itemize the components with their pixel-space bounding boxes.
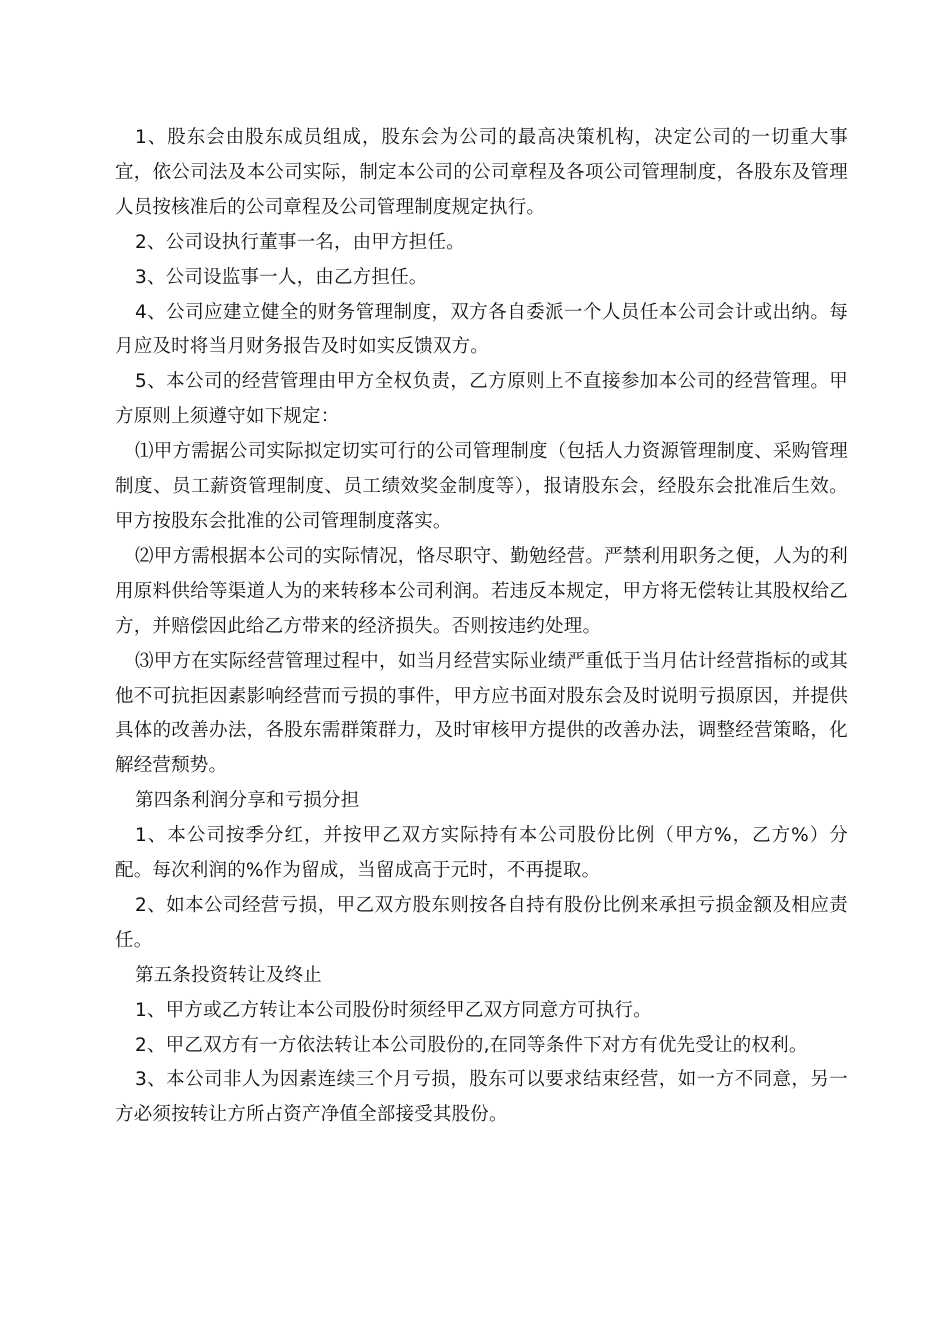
article-5-clause-3: 3、本公司非人为因素连续三个月亏损，股东可以要求结束经营，如一方不同意，另一方必须按转让方所占资产净值全部接受其股份。 — [115, 1069, 848, 1126]
article-5-clause-2: 2、甲乙双方有一方依法转让本公司股份的,在同等条件下对方有优先受让的权利。 — [135, 1034, 808, 1056]
sub-clause-2: ⑵甲方需根据本公司的实际情况，恪尽职守、勤勉经营。严禁利用职务之便，人为的利用原料供给等渠道人为的来转移本公司利润。若违反本规定，甲方将无偿转让其股权给乙方，并赔偿因此给乙方带来的经济损失。否则按违约处理。 — [115, 545, 848, 637]
clause-paragraph-1: 1、股东会由股东成员组成，股东会为公司的最高决策机构，决定公司的一切重大事宜，依公司法及本公司实际，制定本公司的公司章程及各项公司管理制度，各股东及管理人员按核准后的公司章程及公司管理制度规定执行。 — [115, 127, 848, 218]
sub-clause-1: ⑴甲方需据公司实际拟定切实可行的公司管理制度（包括人力资源管理制度、采购管理制度、员工薪资管理制度、员工绩效奖金制度等），报请股东会，经股东会批准后生效。甲方按股东会批准的公司管理制度落实。 — [115, 441, 848, 532]
article-5-heading: 第五条投资转让及终止 — [135, 964, 323, 986]
article-4-clause-1: 1、本公司按季分红，并按甲乙双方实际持有本公司股份比例（甲方%，乙方%）分配。每次利润的%作为留成，当留成高于元时，不再提取。 — [115, 825, 848, 882]
clause-paragraph-2: 2、公司设执行董事一名，由甲方担任。 — [135, 231, 465, 253]
sub-clause-3: ⑶甲方在实际经营管理过程中，如当月经营实际业绩严重低于当月估计经营指标的或其他不可抗拒因素影响经营而亏损的事件，甲方应书面对股东会及时说明亏损原因，并提供具体的改善办法，各股东需群策群力，及时审核甲方提供的改善办法，调整经营策略，化解经营颓势。 — [115, 650, 848, 777]
article-4-heading: 第四条利润分享和亏损分担 — [135, 790, 360, 812]
clause-paragraph-4: 4、公司应建立健全的财务管理制度，双方各自委派一个人员任本公司会计或出纳。每月应及时将当月财务报告及时如实反馈双方。 — [115, 301, 848, 358]
document-body — [115, 121, 848, 1133]
clause-paragraph-3: 3、公司设监事一人，由乙方担任。 — [135, 266, 428, 288]
article-5-clause-1: 1、甲方或乙方转让本公司股份时须经甲乙双方同意方可执行。 — [135, 999, 652, 1021]
article-4-clause-2: 2、如本公司经营亏损，甲乙双方股东则按各自持有股份比例来承担亏损金额及相应责任。 — [115, 894, 848, 951]
clause-paragraph-5: 5、本公司的经营管理由甲方全权负责，乙方原则上不直接参加本公司的经营管理。甲方原则上须遵守如下规定： — [115, 371, 848, 428]
